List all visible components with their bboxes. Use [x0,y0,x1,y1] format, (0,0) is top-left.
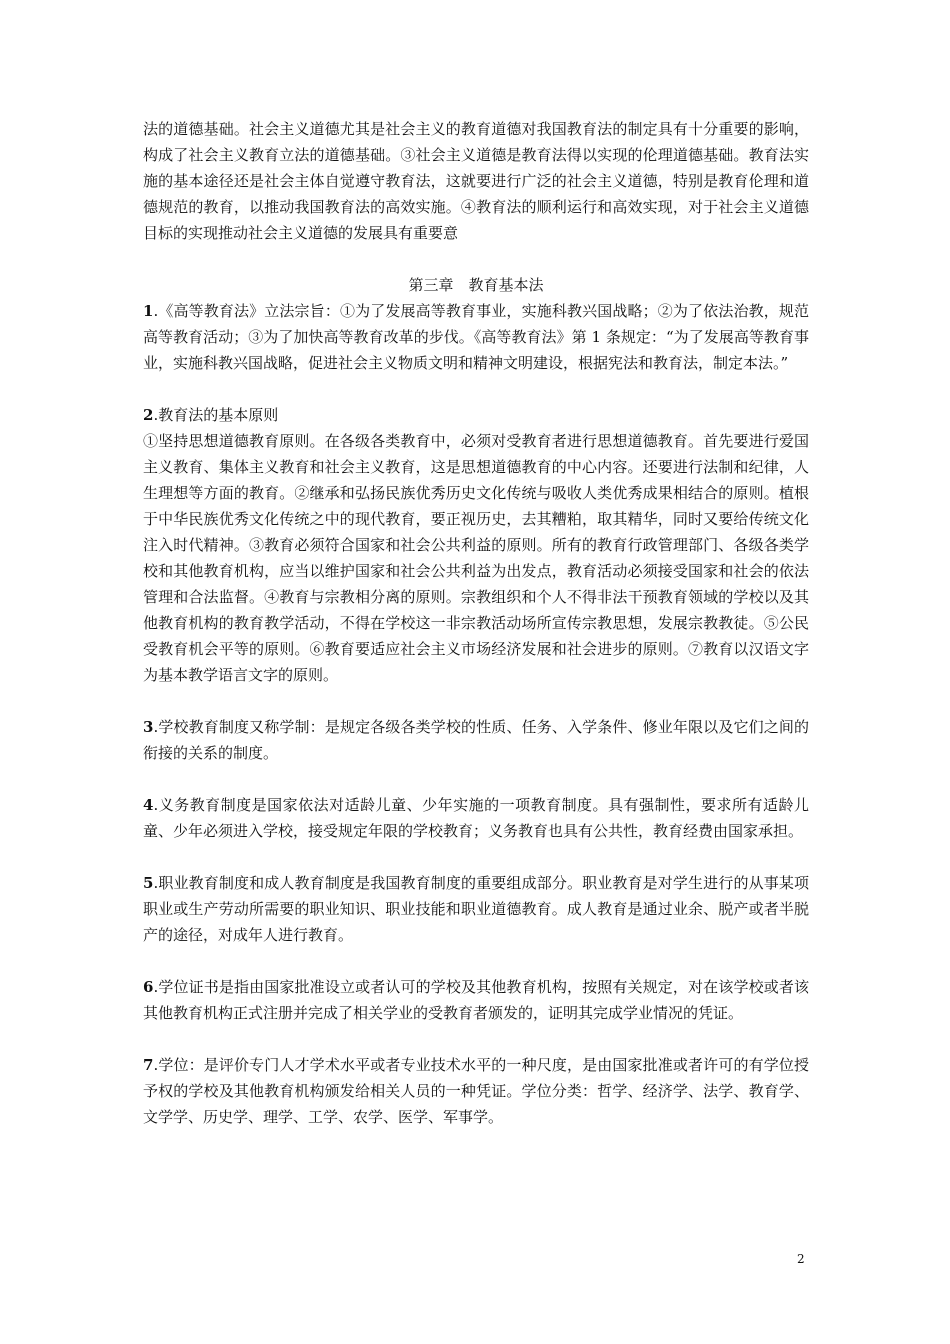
item-number: 7 [143,1056,154,1074]
item-number: 1 [143,302,154,320]
item-5 [143,870,809,948]
item-1 [143,298,809,376]
spacer [143,844,809,870]
item-2 [143,402,809,428]
chapter-heading: 第三章 教育基本法 [408,276,544,294]
item-text: .《高等教育法》立法宗旨：①为了发展高等教育事业，实施科教兴国战略；②为了依法治教，规范高等教育活动；③为了加快高等教育改革的步伐。《高等教育法》第 1 条规定：“为了发展高等教育事业，实施科教兴国战略，促进社会主义物质文明和精神文明建设，根据宪法和教育法，制定本法。” [143,302,809,372]
item-4 [143,792,809,844]
item-text: .学位证书是指由国家批准设立或者认可的学校及其他教育机构，按照有关规定，对在该学校或者该其他教育机构正式注册并完成了相关学业的受教育者颁发的，证明其完成学业情况的凭证。 [143,978,809,1022]
page-number: 2 [797,1252,805,1266]
intro-paragraph: 法的道德基础。社会主义道德尤其是社会主义的教育道德对我国教育法的制定具有十分重要的影响，构成了社会主义教育立法的道德基础。③社会主义道德是教育法得以实现的伦理道德基础。教育法实施的基本途径还是社会主体自觉遵守教育法，这就要进行广泛的社会主义道德，特别是教育伦理和道德规范的教育，以推动我国教育法的高效实施。④教育法的顺利运行和高效实现，对于社会主义道德目标的实现推动社会主义道德的发展具有重要意 [143,120,809,242]
item-text: .学校教育制度又称学制：是规定各级各类学校的性质、任务、入学条件、修业年限以及它们之间的衔接的关系的制度。 [143,718,809,762]
item-text: .教育法的基本原则 [153,406,279,424]
spacer [143,948,809,974]
spacer [143,246,809,272]
item-number: 5 [143,874,154,892]
document-page [143,116,809,1130]
item-number: 2 [143,406,154,424]
item-number: 6 [143,978,154,996]
spacer [143,766,809,792]
item-2-body: ①坚持思想道德教育原则。在各级各类教育中，必须对受教育者进行思想道德教育。首先要进行爱国主义教育、集体主义教育和社会主义教育，这是思想道德教育的中心内容。还要进行法制和纪律，人生理想等方面的教育。②继承和弘扬民族优秀历史文化传统与吸收人类优秀成果相结合的原则。植根于中华民族优秀文化传统之中的现代教育，要正视历史，去其糟粕，取其精华，同时又要给传统文化注入时代精神。③教育必须符合国家和社会公共利益的原则。所有的教育行政管理部门、各级各类学校和其他教育机构，应当以维护国家和社会公共利益为出发点，教育活动必须接受国家和社会的依法管理和合法监督。④教育与宗教相分离的原则。宗教组织和个人不得非法干预教育领域的学校以及其他教育机构的教育教学活动，不得在学校这一非宗教活动场所宣传宗教思想，发展宗教教徒。⑤公民受教育机会平等的原则。⑥教育要适应社会主义市场经济发展和社会进步的原则。⑦教育以汉语文字为基本教学语言文字的原则。 [143,432,809,684]
spacer [143,1026,809,1052]
item-text: .义务教育制度是国家依法对适龄儿童、少年实施的一项教育制度。具有强制性，要求所有适龄儿童、少年必须进入学校，接受规定年限的学校教育；义务教育也具有公共性，教育经费由国家承担。 [143,796,809,840]
item-text: .职业教育制度和成人教育制度是我国教育制度的重要组成部分。职业教育是对学生进行的从事某项职业或生产劳动所需要的职业知识、职业技能和职业道德教育。成人教育是通过业余、脱产或者半脱产的途径，对成年人进行教育。 [143,874,809,944]
item-7 [143,1052,809,1130]
item-3 [143,714,809,766]
item-number: 4 [143,796,154,814]
spacer [143,688,809,714]
item-6 [143,974,809,1026]
item-text: .学位：是评价专门人才学术水平或者专业技术水平的一种尺度，是由国家批准或者许可的有学位授予权的学校及其他教育机构颁发给相关人员的一种凭证。学位分类：哲学、经济学、法学、教育学、文学学、历史学、理学、工学、农学、医学、军事学。 [143,1056,809,1126]
item-number: 3 [143,718,154,736]
spacer [143,376,809,402]
